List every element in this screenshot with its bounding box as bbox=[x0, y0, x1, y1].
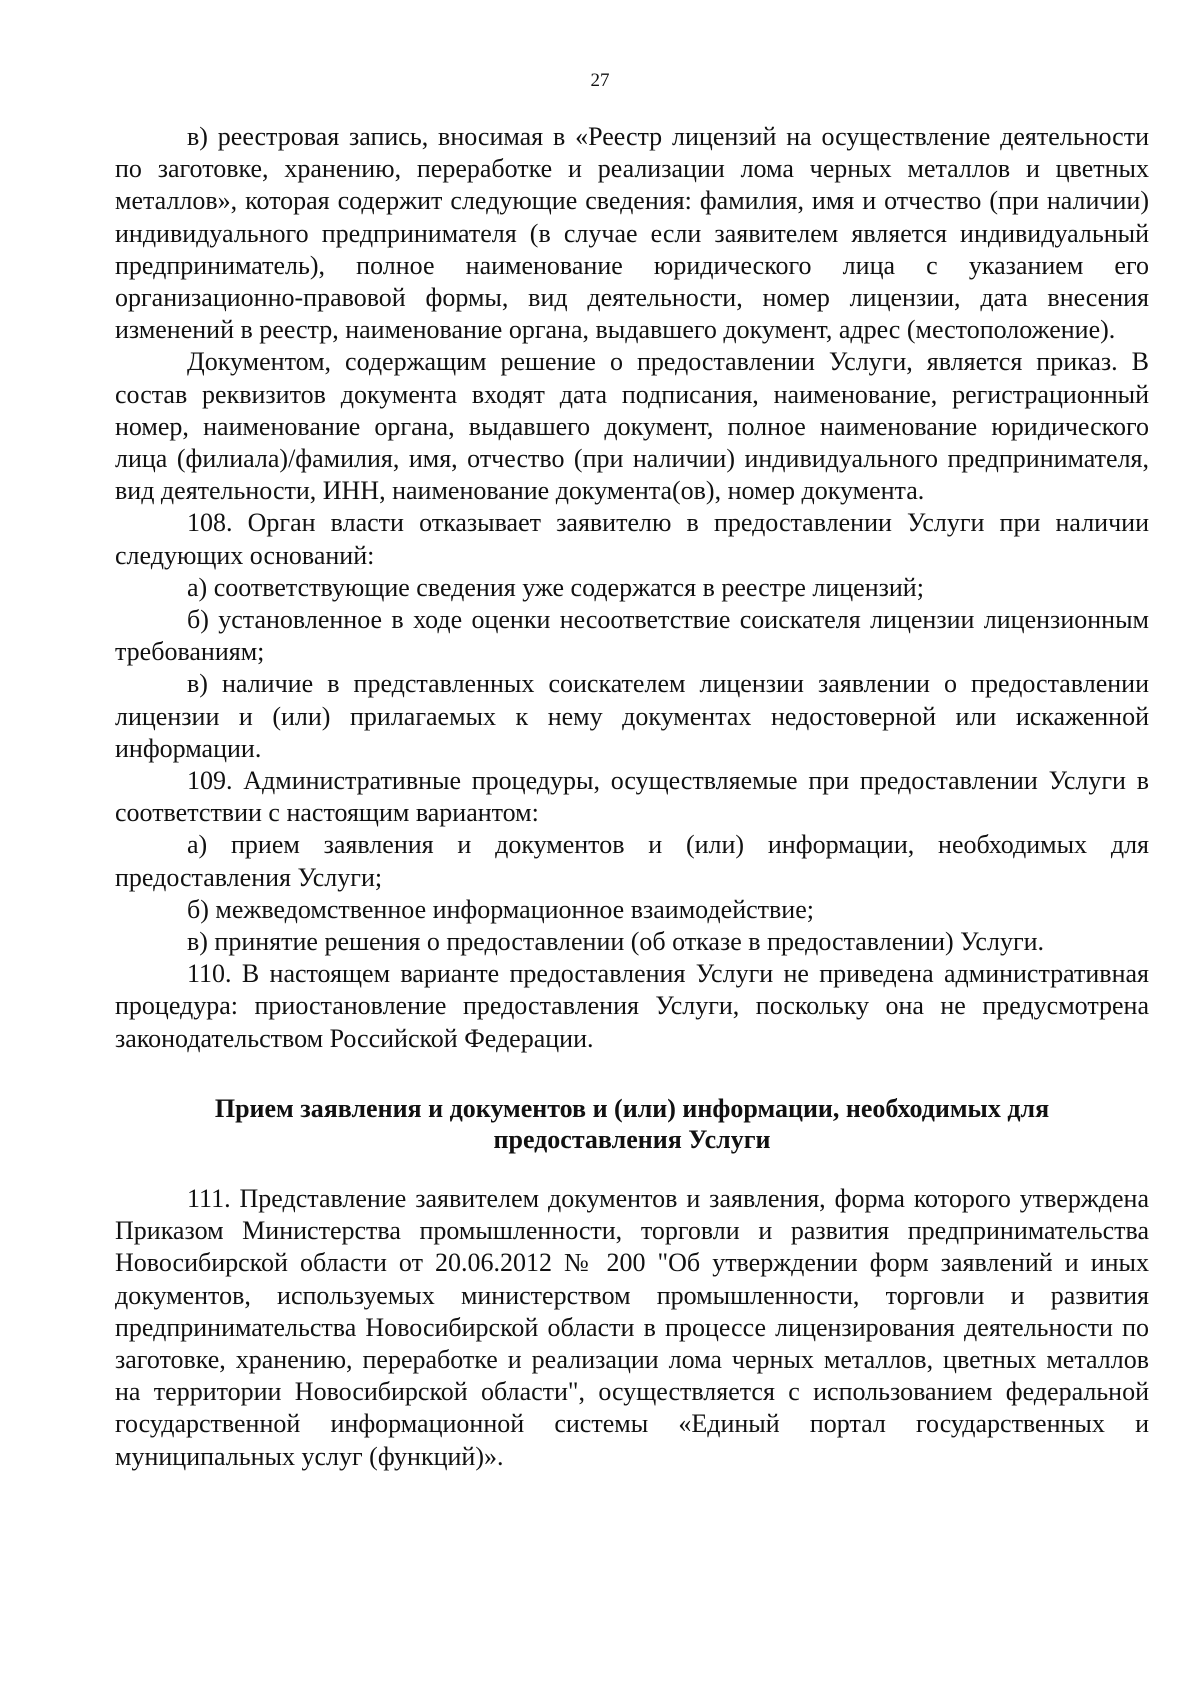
document-body bbox=[115, 121, 1149, 1473]
paragraph-108-a: а) соответствующие сведения уже содержатся в реестре лицензий; bbox=[187, 572, 924, 602]
paragraph-108-v: в) наличие в представленных соискателем лицензии заявлении о предоставлении лицензии и (или) прилагаемых к нему документах недостоверной или искаженной информации. bbox=[115, 669, 1149, 763]
section-heading: Прием заявления и документов и (или) информации, необходимых для предоставления Услуги bbox=[214, 1093, 1050, 1154]
paragraph-108: 108. Орган власти отказывает заявителю в предоставлении Услуги при наличии следующих оснований: bbox=[115, 508, 1149, 570]
paragraph-109-b: б) межведомственное информационное взаимодействие; bbox=[187, 894, 814, 924]
paragraph-108-b: б) установленное в ходе оценки несоответствие соискателя лицензии лицензионным требованиям; bbox=[115, 605, 1149, 667]
paragraph-109: 109. Административные процедуры, осуществляемые при предоставлении Услуги в соответствии с настоящим вариантом: bbox=[115, 766, 1149, 828]
paragraph-111: 111. Представление заявителем документов и заявления, форма которого утверждена Приказом Министерства промышленности, торговли и развития предпринимательства Новосибирской области от 20.06.2012 № 200 "Об утверждении форм заявлений и иных документов, используемых министерством промышленности, торговли и развития предпринимательства Новосибирской области в процессе лицензирования деятельности по заготовке, хранению, переработке и реализации лома черных металлов, цветных металлов на территории Новосибирской области", осуществляется с использованием федеральной государственной информационной системы «Единый портал государственных и муниципальных услуг (функций)». bbox=[115, 1183, 1149, 1471]
paragraph-109-a: а) прием заявления и документов и (или) информации, необходимых для предоставления Услуги; bbox=[115, 830, 1149, 892]
paragraph-decision-document: Документом, содержащим решение о предоставлении Услуги, является приказ. В состав реквизитов документа входят дата подписания, наименование, регистрационный номер, наименование органа, выдавшего документ, полное наименование юридического лица (филиала)/фамилия, имя, отчество (при наличии) индивидуального предпринимателя, вид деятельности, ИНН, наименование документа(ов), номер документа. bbox=[115, 347, 1149, 506]
page-number: 27 bbox=[590, 70, 610, 91]
paragraph-110: 110. В настоящем варианте предоставления Услуги не приведена административная процедура: приостановление предоставления Услуги, поскольку она не предусмотрена законодательством Российской Федерации. bbox=[115, 959, 1149, 1053]
paragraph-registry-entry: в) реестровая запись, вносимая в «Реестр лицензий на осуществление деятельности по заготовке, хранению, переработке и реализации лома черных металлов и цветных металлов», которая содержит следующие сведения: фамилия, имя и отчество (при наличии) индивидуального предпринимателя (в случае если заявителем является индивидуальный предприниматель), полное наименование юридического лица с указанием его организационно-правовой формы, вид деятельности, номер лицензии, дата внесения изменений в реестр, наименование органа, выдавшего документ, адрес (местоположение). bbox=[115, 122, 1149, 345]
paragraph-109-v: в) принятие решения о предоставлении (об отказе в предоставлении) Услуги. bbox=[187, 927, 1045, 957]
